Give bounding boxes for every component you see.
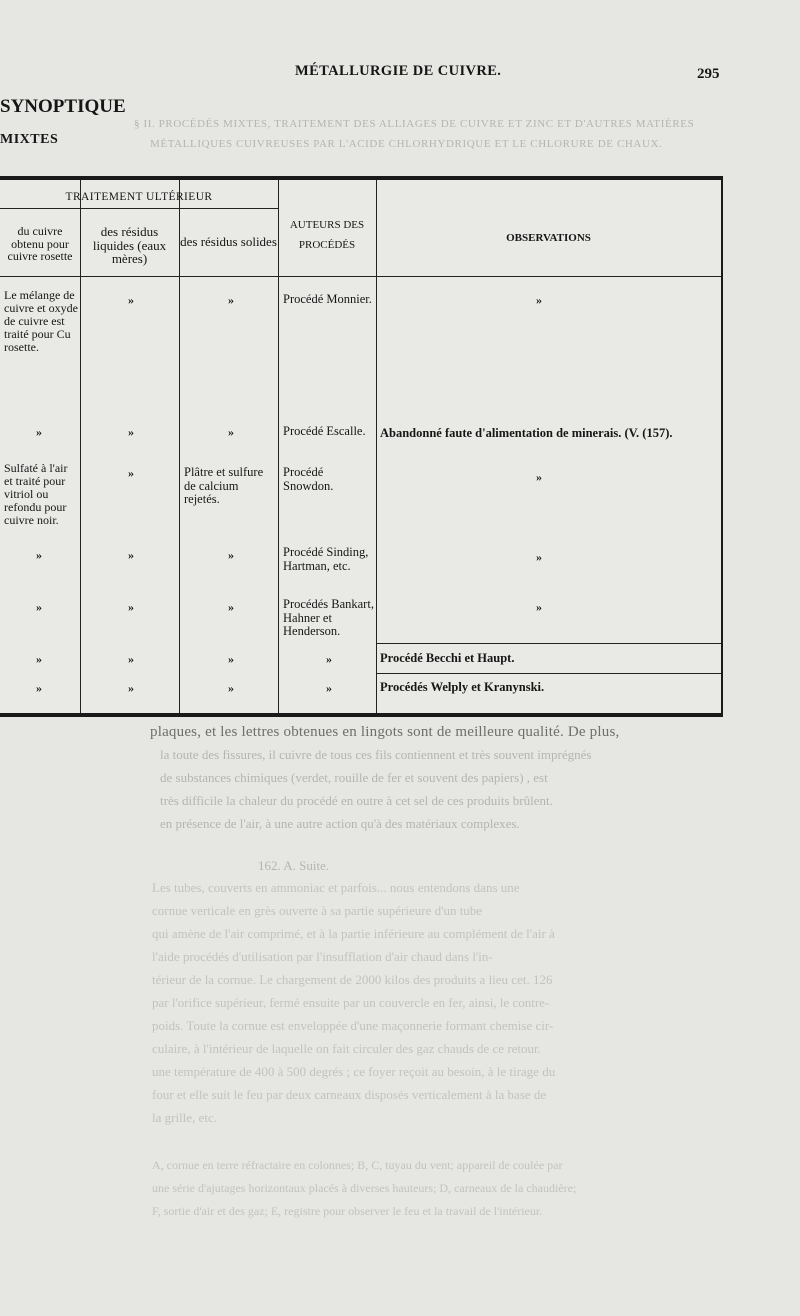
- table-cell: Procédé Escalle.: [283, 424, 366, 438]
- ditto-mark: »: [326, 681, 332, 695]
- column-header-auteurs: AUTEURS DES PROCÉDÉS: [289, 219, 365, 251]
- bleed-line: culaire, à l'intérieur de laquelle on fait circuler des gaz chauds de ce retour.: [152, 1041, 541, 1056]
- section-subtitle: MIXTES: [0, 132, 59, 147]
- bleed-line: en présence de l'air, à une autre action qu'à des matériaux complexes.: [160, 816, 520, 831]
- ditto-mark: »: [128, 548, 134, 562]
- column-rule: [376, 180, 377, 713]
- bleed-line: par l'orifice supérieur, fermé ensuite par un couvercle en fer, ainsi, le contre-: [152, 995, 550, 1010]
- ditto-mark: »: [128, 681, 134, 695]
- running-head: MÉTALLURGIE DE CUIVRE.: [295, 63, 502, 79]
- table-cell: Procédé Sinding, Hartman, etc.: [283, 545, 369, 573]
- ditto-mark: »: [228, 293, 234, 307]
- bleed-line: qui amène de l'air comprimé, et à la partie inférieure au complément de l'air à: [152, 926, 555, 941]
- bleed-line: cornue verticale en grès ouverte à sa partie supérieure d'un tube: [152, 903, 483, 918]
- ditto-mark: »: [228, 681, 234, 695]
- ditto-mark: »: [36, 548, 42, 562]
- ditto-mark: »: [536, 600, 542, 614]
- ditto-mark: »: [128, 466, 134, 480]
- column-header-residus-liquides: des résidus liquides (eaux mères): [92, 224, 167, 266]
- column-header-cuivre: du cuivre obtenu pour cuivre rosette: [7, 224, 73, 263]
- bleed-line: très difficile la chaleur du procédé en outre à cet sel de ces produits brûlent.: [160, 793, 553, 808]
- ditto-mark: »: [536, 550, 542, 564]
- header-rule: [0, 276, 721, 277]
- bleed-line: une température de 400 à 500 degrés ; ce foyer reçoit au besoin, à le tirage du: [152, 1064, 556, 1079]
- observation-text: Procédés Welply et Kranynski.: [380, 680, 545, 694]
- row-rule: [376, 643, 721, 644]
- table-cell: Le mélange de cuivre et oxyde de cuivre est traité pour Cu rosette.: [4, 288, 78, 354]
- column-rule: [179, 180, 180, 713]
- bleed-line: Les tubes, couverts en ammoniac et parfois... nous entendons dans une: [152, 880, 520, 895]
- page-number: 295: [697, 66, 720, 82]
- bleed-line: F, sortie d'air et des gaz; E, registre pour observer le feu et la travail de l'intérieur.: [152, 1204, 543, 1218]
- group-header: TRAITEMENT ULTÉRIEUR: [65, 191, 213, 203]
- column-header-residus-solides: des résidus solides: [180, 234, 277, 249]
- bleed-line: A, cornue en terre réfractaire en colonnes; B, C, tuyau du vent; appareil de coulée par: [152, 1158, 563, 1172]
- ditto-mark: »: [128, 652, 134, 666]
- bleed-line: la grille, etc.: [152, 1110, 217, 1125]
- bleed-line: § II. PROCÉDÉS MIXTES, TRAITEMENT DES ALLIAGES DE CUIVRE ET ZINC ET D'AUTRES MATIÈRES: [134, 118, 695, 130]
- ditto-mark: »: [128, 293, 134, 307]
- bleed-line: la toute des fissures, il cuivre de tous ces fils contiennent et très souvent imprégnés: [160, 747, 592, 762]
- ditto-mark: »: [128, 425, 134, 439]
- table-cell: Procédé Monnier.: [283, 292, 372, 306]
- bleed-line: MÉTALLIQUES CUIVREUSES PAR L'ACIDE CHLORHYDRIQUE ET LE CHLORURE DE CHAUX.: [150, 138, 663, 150]
- bleed-line: une série d'ajutages horizontaux placés à diverses hauteurs; D, carneaux de la chaudière;: [152, 1181, 577, 1195]
- ditto-mark: »: [326, 652, 332, 666]
- ditto-mark: »: [128, 600, 134, 614]
- section-title: SYNOPTIQUE: [0, 96, 126, 117]
- ditto-mark: »: [228, 425, 234, 439]
- column-rule: [278, 180, 279, 713]
- bleed-line: 162. A. Suite.: [258, 858, 330, 873]
- bleed-line: de substances chimiques (verdet, rouille de fer et souvent des papiers) , est: [160, 770, 548, 785]
- ditto-mark: »: [228, 600, 234, 614]
- ditto-mark: »: [536, 470, 542, 484]
- ditto-mark: »: [36, 681, 42, 695]
- ditto-mark: »: [36, 425, 42, 439]
- ditto-mark: »: [228, 652, 234, 666]
- observation-text: Abandonné faute d'alimentation de minerais. (V. (157).: [380, 426, 673, 440]
- ditto-mark: »: [536, 293, 542, 307]
- row-rule: [376, 673, 721, 674]
- group-rule: [0, 208, 278, 209]
- table-cell: Procédé Snowdon.: [283, 465, 334, 493]
- ditto-mark: »: [36, 652, 42, 666]
- synoptic-table: [0, 176, 723, 717]
- bleed-line: plaques, et les lettres obtenues en lingots sont de meilleure qualité. De plus,: [150, 724, 620, 740]
- table-cell: Sulfaté à l'air et traité pour vitriol ou refondu pour cuivre noir.: [4, 461, 68, 527]
- bleed-line: térieur de la cornue. Le chargement de 2000 kilos des produits a lieu cet. 126: [152, 972, 553, 987]
- observation-text: Procédé Becchi et Haupt.: [380, 651, 515, 665]
- ditto-mark: »: [36, 600, 42, 614]
- table-cell: Procédés Bankart, Hahner et Henderson.: [283, 597, 374, 638]
- bleed-line: l'aide procédés d'utilisation par l'insufflation d'air chaud dans l'in-: [152, 949, 493, 964]
- bleed-line: poids. Toute la cornue est enveloppée d'une maçonnerie formant chemise cir-: [152, 1018, 554, 1033]
- table-cell: Plâtre et sulfure de calcium rejetés.: [184, 465, 264, 506]
- column-header-observations: OBSERVATIONS: [506, 232, 591, 244]
- bleed-line: four et elle suit le feu par deux carneaux disposés verticalement à la base de: [152, 1087, 547, 1102]
- ditto-mark: »: [228, 548, 234, 562]
